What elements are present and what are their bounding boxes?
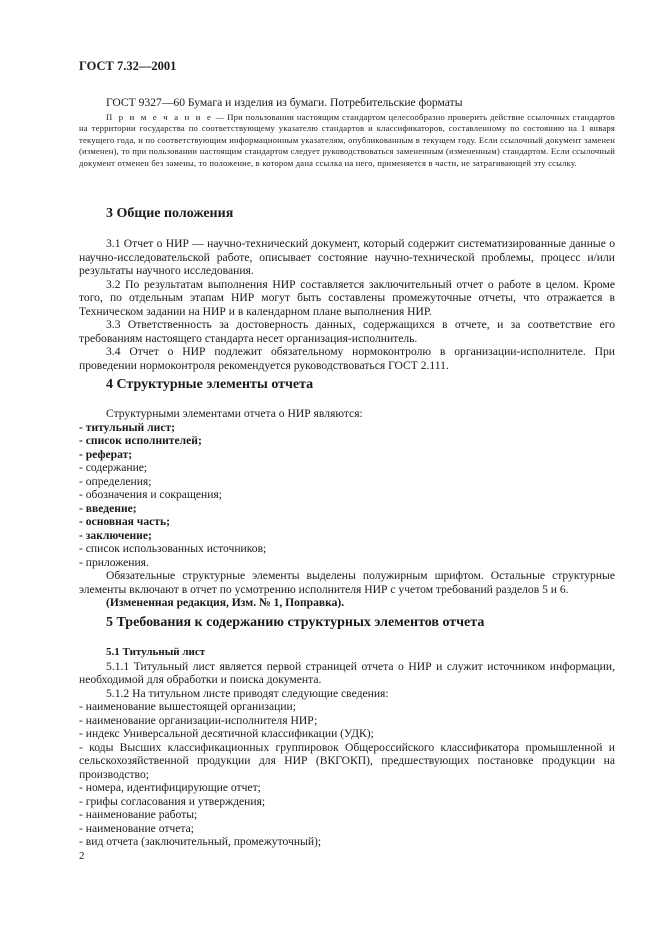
subsection-5-1-title: 5.1 Титульный лист — [106, 646, 206, 658]
list-item: - номера, идентифицирующие отчет; — [79, 781, 261, 794]
note-paragraph — [79, 112, 615, 169]
section-5-body — [79, 646, 615, 849]
section-3-title: 3 Общие положения — [106, 206, 234, 221]
list-item: - грифы согласования и утверждения; — [79, 794, 266, 808]
list-item: - введение; — [79, 501, 137, 515]
page-number: 2 — [79, 850, 85, 862]
para-3-2: 3.2 По результатам выполнения НИР составляется заключительный отчет о работе в целом. Кроме того, по отдельным этапам НИР могут быть составлены промежуточные отчеты, что отражается в Техническом задании на НИР и в календарном плане выполнения НИР. — [79, 277, 615, 318]
note-label: П р и м е ч а н и е — [106, 112, 213, 122]
list-item: - реферат; — [79, 447, 133, 461]
para-5-1-2: 5.1.2 На титульном листе приводят следующие сведения: — [106, 686, 389, 700]
section-5-title: 5 Требования к содержанию структурных элементов отчета — [106, 615, 485, 630]
section-4-intro: Структурными элементами отчета о НИР являются: — [106, 407, 363, 420]
section-4-after: Обязательные структурные элементы выделены полужирным шрифтом. Остальные структурные элементы включают в отчет по усмотрению исполнителя НИР с учетом требований разделов 5 и 6. — [79, 569, 615, 596]
para-3-4: 3.4 Отчет о НИР подлежит обязательному нормоконтролю в организации-исполнителе. При проведении нормоконтроля рекомендуется руководствоваться ГОСТ 2.111. — [79, 345, 615, 372]
section-4-body — [79, 407, 615, 610]
list-item: - определения; — [79, 474, 152, 488]
list-item: - титульный лист; — [79, 420, 176, 434]
list-item: - список исполнителей; — [79, 434, 202, 447]
list-item: - обозначения и сокращения; — [79, 488, 222, 501]
para-3-1: 3.1 Отчет о НИР — научно-технический документ, который содержит систематизированные данные о научно-исследовательской работе, описывает состояние научно-технической проблемы, процесс и/или результаты научного исследования. — [79, 237, 615, 277]
reference-line-block — [79, 96, 615, 110]
list-item: - заключение; — [79, 528, 152, 542]
note-block — [79, 112, 615, 169]
list-item: - содержание; — [79, 461, 148, 474]
reference-line: ГОСТ 9327—60 Бумага и изделия из бумаги. Потребительские форматы — [106, 96, 463, 109]
list-item: - приложения. — [79, 555, 149, 569]
list-item: - наименование вышестоящей организации; — [79, 700, 296, 713]
section-3-body — [79, 237, 615, 372]
list-item: - вид отчета (заключительный, промежуточный); — [79, 835, 322, 848]
list-item: - список использованных источников; — [79, 542, 267, 555]
section-4-title: 4 Структурные элементы отчета — [106, 377, 314, 392]
note-text: При пользовании настоящим стандартом целесообразно проверить действие ссылочных стандартов на территории государства по соответствующему указателю стандартов и классификаторов, составленному по состоянию на 1 января текущего года, и по соответствующим информационным указателям, опубликованным в текущем году. Если ссылочный документ заменен (изменен), то при пользовании настоящим стандартом следует руководствоваться замененным (измененным) стандартом. Если ссылочный документ отменен без замены, то положение, в котором дана ссылка на него, применяется в части, не затрагивающей эту ссылку. — [79, 112, 616, 168]
list-item: - индекс Универсальной десятичной классификации (УДК); — [79, 727, 374, 740]
list-item: - коды Высших классификационных группировок Общероссийского классификатора промышленной и сельскохозяйственной продукции для НИР (ВКГОКП), предшествующих постановке продукции на производство; — [79, 740, 615, 781]
para-3-3: 3.3 Ответственность за достоверность данных, содержащихся в отчете, и за соответствие его требованиям настоящего стандарта несет организация-исполнитель. — [79, 318, 615, 345]
list-item: - наименование организации-исполнителя НИР; — [79, 713, 318, 727]
para-5-1-1: 5.1.1 Титульный лист является первой страницей отчета о НИР и служит источником информации, необходимой для обработки и поиска документа. — [79, 659, 615, 686]
note-dash: — — [212, 112, 228, 122]
page-header: ГОСТ 7.32—2001 — [79, 59, 177, 73]
list-item: - наименование работы; — [79, 808, 198, 821]
list-item: - основная часть; — [79, 515, 170, 528]
list-item: - наименование отчета; — [79, 821, 194, 835]
amendment-note: (Измененная редакция, Изм. № 1, Поправка). — [106, 596, 345, 609]
